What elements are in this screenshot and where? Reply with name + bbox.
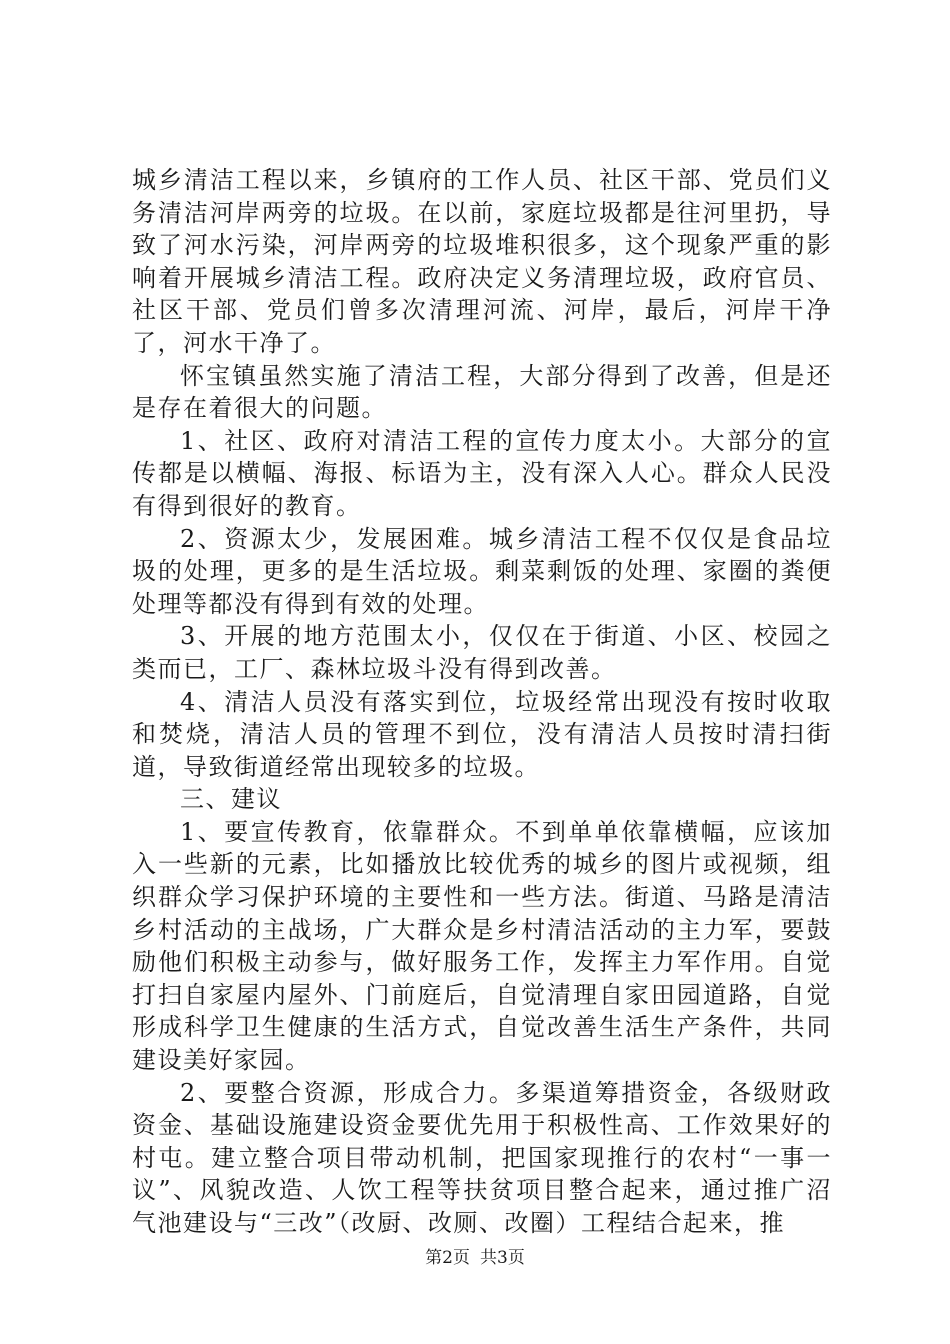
section-heading-suggestions: 三、建议 bbox=[180, 785, 282, 814]
page-number: 第2页 bbox=[425, 1248, 470, 1268]
paragraph-problem-intro: 怀宝镇虽然实施了清洁工程，大部分得到了改善，但是还是存在着很大的问题。 bbox=[132, 361, 832, 423]
paragraph-problem-2: 2、资源太少，发展困难。城乡清洁工程不仅仅是食品垃圾的处理，更多的是生活垃圾。剩菜剩饭的处理、家圈的粪便处理等都没有得到有效的处理。 bbox=[132, 524, 832, 618]
paragraph-problem-4: 4、清洁人员没有落实到位，垃圾经常出现没有按时收取和焚烧，清洁人员的管理不到位，没有清洁人员按时清扫街道，导致街道经常出现较多的垃圾。 bbox=[132, 687, 832, 781]
page-total: 共3页 bbox=[480, 1248, 525, 1268]
paragraph-continuation: 城乡清洁工程以来，乡镇府的工作人员、社区干部、党员们义务清洁河岸两旁的垃圾。在以前，家庭垃圾都是往河里扔，导致了河水污染，河岸两旁的垃圾堆积很多，这个现象严重的影响着开展城乡清洁工程。政府决定义务清理垃圾，政府官员、社区干部、党员们曾多次清理河流、河岸，最后，河岸干净了，河水干净了。 bbox=[132, 166, 832, 357]
page-footer bbox=[0, 1243, 950, 1268]
paragraph-suggestion-1: 1、要宣传教育，依靠群众。不到单单依靠横幅，应该加入一些新的元素，比如播放比较优秀的城乡的图片或视频，组织群众学习保护环境的主要性和一些方法。街道、马路是清洁乡村活动的主战场，广大群众是乡村清洁活动的主力军，要鼓励他们积极主动参与，做好服务工作，发挥主力军作用。自觉打扫自家屋内屋外、门前庭后，自觉清理自家田园道路，自觉形成科学卫生健康的生活方式，自觉改善生活生产条件，共同建设美好家园。 bbox=[132, 817, 832, 1075]
paragraph-problem-1: 1、社区、政府对清洁工程的宣传力度太小。大部分的宣传都是以横幅、海报、标语为主，没有深入人心。群众人民没有得到很好的教育。 bbox=[132, 426, 832, 520]
paragraph-suggestion-2: 2、要整合资源，形成合力。多渠道筹措资金，各级财政资金、基础设施建设资金要优先用于积极性高、工作效果好的村屯。建立整合项目带动机制，把国家现推行的农村“一事一议”、风貌改造、人饮工程等扶贫项目整合起来，通过推广沼气池建设与“三改”（改厨、改厕、改圈）工程结合起来，推 bbox=[132, 1078, 832, 1237]
document-body bbox=[132, 164, 832, 1240]
paragraph-problem-3: 3、开展的地方范围太小，仅仅在于街道、小区、校园之类而已，工厂、森林垃圾斗没有得到改善。 bbox=[132, 622, 832, 683]
